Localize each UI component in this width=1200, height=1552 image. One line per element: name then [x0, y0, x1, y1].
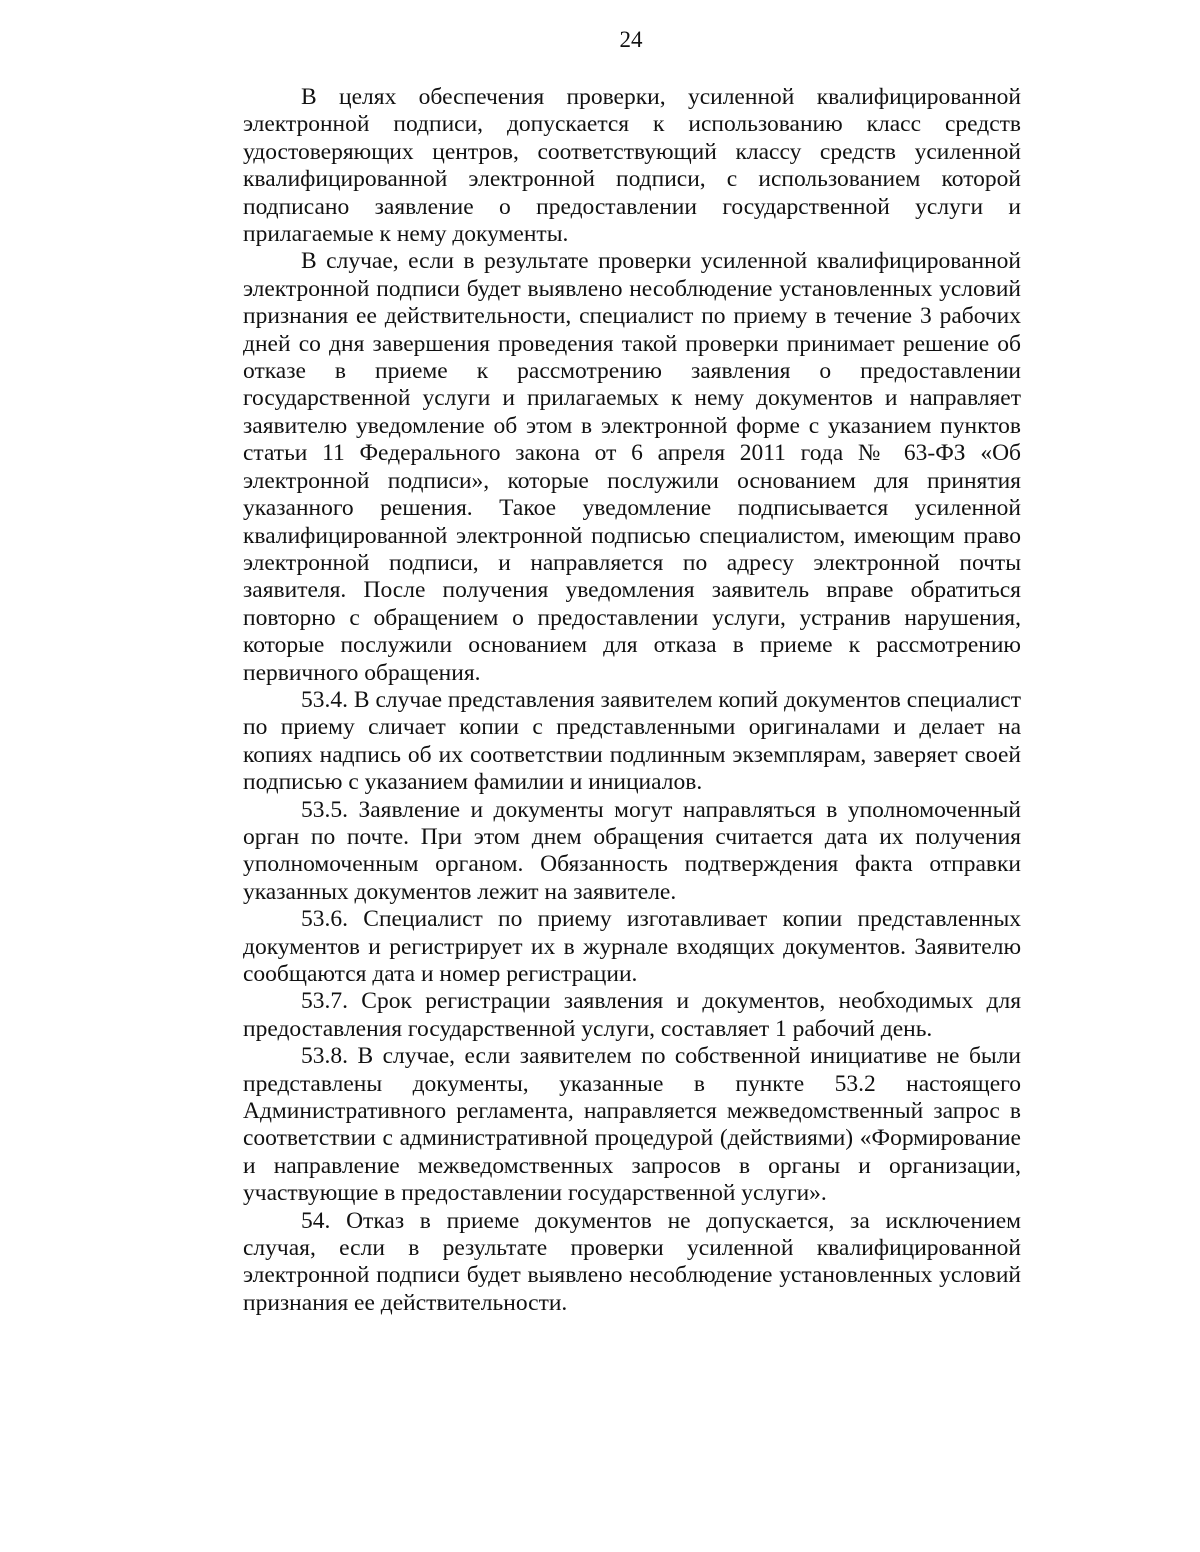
paragraph-53-5: 53.5. Заявление и документы могут направляться в уполномоченный орган по почте. При этом днем обращения считается дата их получения уполномоченным органом. Обязанность подтверждения факта отправки указанных документов лежит на заявителе. — [243, 796, 1021, 905]
paragraph-54: 54. Отказ в приеме документов не допускается, за исключением случая, если в результате проверки усиленной квалифицированной электронной подписи будет выявлено несоблюдение установленных условий признания ее действительности. — [243, 1207, 1021, 1316]
paragraph-53-4: 53.4. В случае представления заявителем копий документов специалист по приему сличает копии с представленными оригиналами и делает на копиях надпись об их соответствии подлинным экземплярам, заверяет своей подписью с указанием фамилии и инициалов. — [243, 686, 1021, 796]
paragraph-signature-verification-failure: В случае, если в результате проверки усиленной квалифицированной электронной подписи будет выявлено несоблюдение установленных условий признания ее действительности, специалист по приему в течение 3 рабочих дней со дня завершения проведения такой проверки принимает решение об отказе в приеме к рассмотрению заявления о предоставлении государственной услуги и прилагаемых к нему документов и направляет заявителю уведомление об этом в электронной форме с указанием пунктов статьи 11 Федерального закона от 6 апреля 2011 года № 63-ФЗ «Об электронной подписи», которые послужили основанием для принятия указанного решения. Такое уведомление подписывается усиленной квалифицированной электронной подписью специалистом, имеющим право электронной подписи, и направляется по адресу электронной почты заявителя. После получения уведомления заявитель вправе обратиться повторно с обращением о предоставлении услуги, устранив нарушения, которые послужили основанием для отказа в приеме к рассмотрению первичного обращения. — [243, 248, 1021, 686]
paragraph-53-7: 53.7. Срок регистрации заявления и документов, необходимых для предоставления государственной услуги, составляет 1 рабочий день. — [243, 988, 1021, 1042]
document-body — [243, 84, 1021, 1317]
paragraph-signature-verification-class: В целях обеспечения проверки, усиленной квалифицированной электронной подписи, допускается к использованию класс средств удостоверяющих центров, соответствующий классу средств усиленной квалифицированной электронной подписи, с использованием которой подписано заявление о предоставлении государственной услуги и прилагаемые к нему документы. — [243, 84, 1021, 248]
paragraph-53-6: 53.6. Специалист по приему изготавливает копии представленных документов и регистрирует их в журнале входящих документов. Заявителю сообщаются дата и номер регистрации. — [243, 906, 1021, 987]
page-number: 24 — [619, 27, 643, 52]
paragraph-53-8: 53.8. В случае, если заявителем по собственной инициативе не были представлены документы, указанные в пункте 53.2 настоящего Административного регламента, направляется межведомственный запрос в соответствии с административной процедурой (действиями) «Формирование и направление межведомственных запросов в органы и организации, участвующие в предоставлении государственной услуги». — [243, 1043, 1021, 1207]
